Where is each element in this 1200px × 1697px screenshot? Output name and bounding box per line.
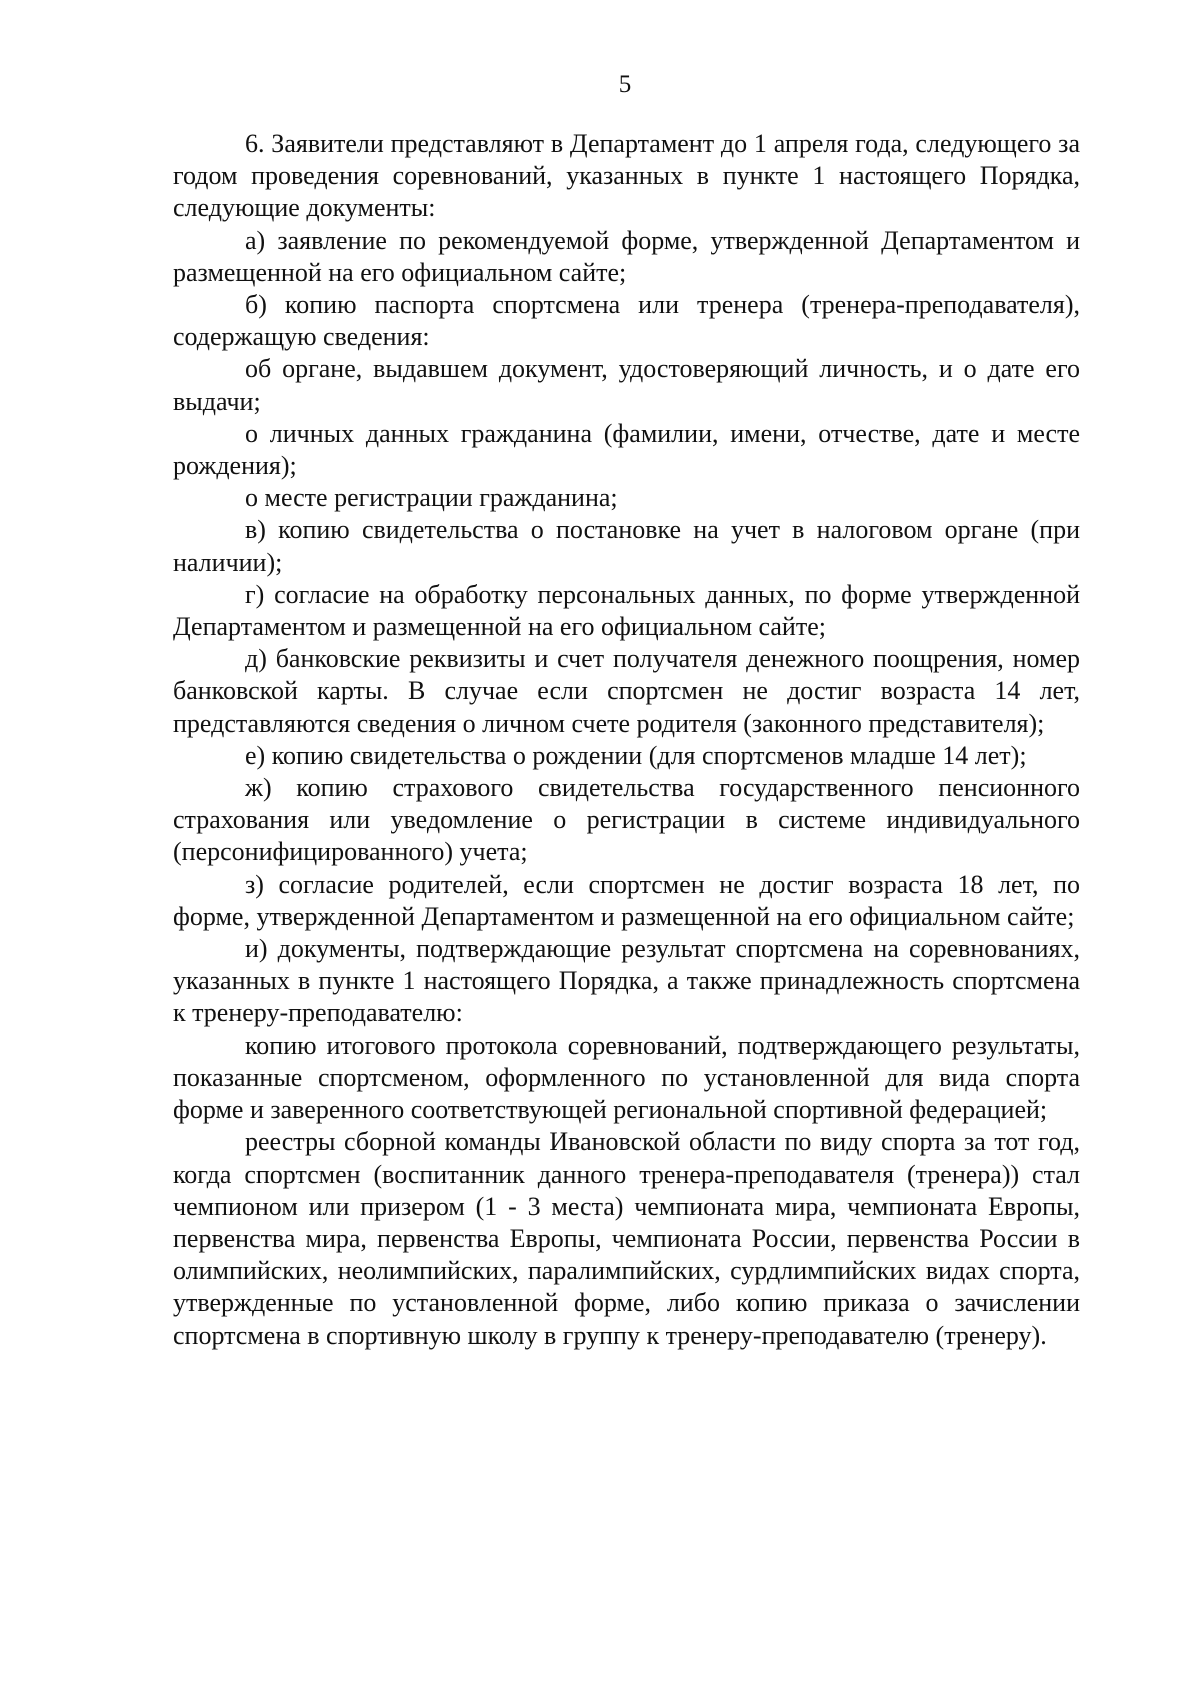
paragraph-item-6: 6. Заявители представляют в Департамент до 1 апреля года, следующего за годом проведения соревнований, указанных в пункте 1 настоящего Порядка, следующие документы: (173, 129, 1080, 223)
paragraph-registration-place: о месте регистрации гражданина; (245, 483, 618, 513)
paragraph-subitem-d: д) банковские реквизиты и счет получателя денежного поощрения, номер банковской карты. В случае если спортсмен не достиг возраста 14 лет, представляются сведения о личном счете родителя (законного представителя); (173, 644, 1080, 738)
paragraph-subitem-z: з) согласие родителей, если спортсмен не достиг возраста 18 лет, по форме, утвержденной Департаментом и размещенной на его официальном сайте; (173, 869, 1080, 931)
paragraph-personal-data: о личных данных гражданина (фамилии, имени, отчестве, дате и месте рождения); (173, 418, 1080, 481)
paragraph-subitem-v: в) копию свидетельства о постановке на учет в налоговом органе (при наличии); (173, 515, 1080, 577)
paragraph-subitem-i: и) документы, подтверждающие результат спортсмена на соревнованиях, указанных в пункте 1 настоящего Порядка, а также принадлежность спортсмена к тренеру-преподавателю: (173, 934, 1080, 1028)
paragraph-subitem-zh: ж) копию страхового свидетельства государственного пенсионного страхования или уведомление о регистрации в системе индивидуального (персонифицированного) учета; (173, 773, 1080, 867)
paragraph-subitem-a: а) заявление по рекомендуемой форме, утвержденной Департаментом и размещенной на его официальном сайте; (173, 225, 1080, 287)
paragraph-subitem-g: г) согласие на обработку персональных данных, по форме утвержденной Департаментом и размещенной на его официальном сайте; (173, 579, 1080, 642)
paragraph-issuing-authority: об органе, выдавшем документ, удостоверяющий личность, и о дате его выдачи; (173, 354, 1080, 416)
paragraph-subitem-e: е) копию свидетельства о рождении (для спортсменов младше 14 лет); (245, 740, 1027, 770)
document-body (173, 128, 1080, 1352)
paragraph-subitem-b: б) копию паспорта спортсмена или тренера (тренера-преподавателя), содержащую сведения: (173, 290, 1080, 352)
page-number: 5 (618, 71, 632, 98)
paragraph-team-registers: реестры сборной команды Ивановской области по виду спорта за тот год, когда спортсмен (воспитанник данного тренера-преподавателя (тренера)) стал чемпионом или призером (1 - 3 места) чемпионата мира, чемпионата Европы, первенства мира, первенства Европы, чемпионата России, первенства России в олимпийских, неолимпийских, паралимпийских, сурдлимпийских видах спорта, утвержденные по установленной форме, либо копию приказа о зачислении спортсмена в спортивную школу в группу к тренеру-преподавателю (тренеру). (173, 1127, 1080, 1350)
paragraph-protocol-copy: копию итогового протокола соревнований, подтверждающего результаты, показанные спортсменом, оформленного по установленной для вида спорта форме и заверенного соответствующей региональной спортивной федерацией; (173, 1030, 1080, 1125)
